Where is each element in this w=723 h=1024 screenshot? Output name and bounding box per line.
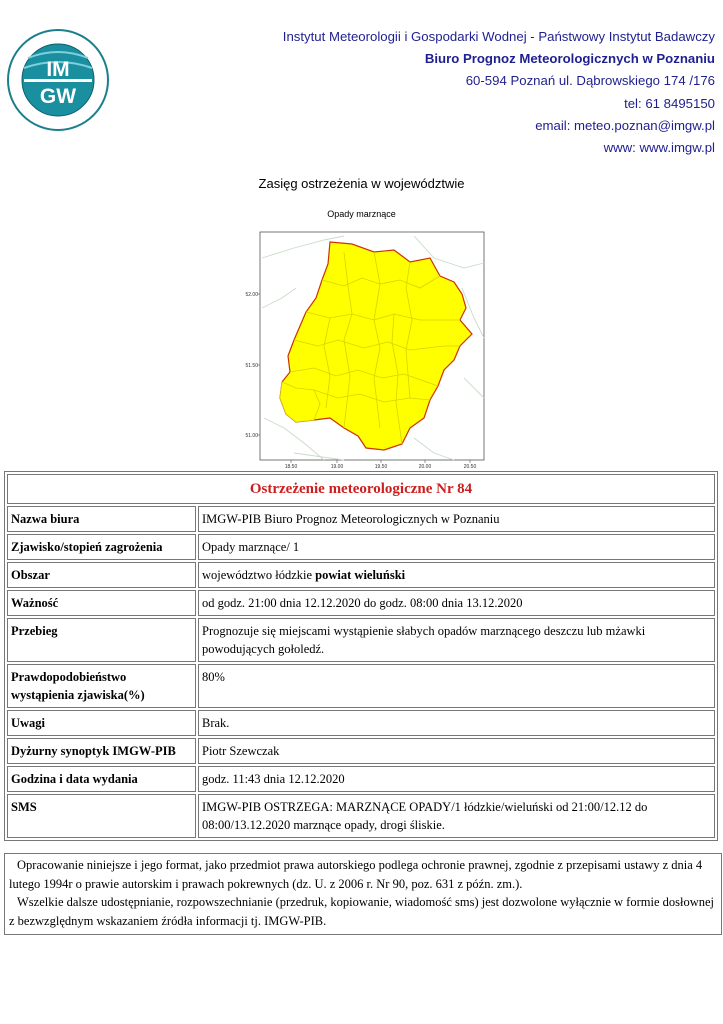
row-value: od godz. 21:00 dnia 12.12.2020 do godz. 08:00 dnia 13.12.2020 [198,590,715,616]
copyright-paragraph-2: Wszelkie dalsze udostępnianie, rozpowszechnianie (przedruk, kopiowanie, wiadomość sms) jest dozwolone wyłącznie w formie dosłownej z bezwzględnym wskazaniem źródła informacji tj. IMGW-PIB. [9,895,715,928]
x-tick-20-5: 20.50 [463,464,477,470]
y-tick-52: 52.00 [245,292,258,298]
x-tick-18-5: 18.50 [284,464,298,470]
row-label: Zjawisko/stopień zagrożenia [7,534,196,560]
table-row [7,506,715,532]
office-email[interactable]: email: meteo.poznan@imgw.pl [535,117,715,133]
map-caption: Zasięg ostrzeżenia w województwie [258,176,465,191]
x-tick-19: 19.00 [330,464,344,470]
row-value: Brak. [198,710,715,736]
row-value [198,562,715,588]
office-address: 60-594 Poznań ul. Dąbrowskiego 174 /176 [465,73,715,89]
y-tick-51-5: 51.50 [245,363,258,369]
row-label: Nazwa biura [7,506,196,532]
row-value: 80% [198,664,715,708]
x-tick-19-5: 19.50 [374,464,388,470]
area-region: województwo łódzkie [202,568,313,582]
table-row [7,562,715,588]
table-row [7,590,715,616]
org-name: Instytut Meteorologii i Gospodarki Wodnej - Państwowy Instytut Badawczy [282,29,715,44]
office-website[interactable]: www: www.imgw.pl [603,140,715,156]
office-phone: tel: 61 8495150 [624,95,715,111]
logo-text-top: IM [46,58,70,81]
imgw-logo [6,28,110,132]
row-label: Ważność [7,590,196,616]
table-row [7,710,715,736]
organization-info [245,26,715,159]
row-label: Obszar [7,562,196,588]
map-title: Opady marznące [327,209,396,219]
row-label: Dyżurny synoptyk IMGW-PIB [7,738,196,764]
row-label: Godzina i data wydania [7,766,196,792]
table-row [7,534,715,560]
y-tick-51: 51.00 [245,433,258,439]
table-row [7,766,715,792]
row-value: Piotr Szewczak [198,738,715,764]
office-name: Biuro Prognoz Meteorologicznych w Poznaniu [424,51,715,67]
row-label: Prawdopodobieństwo wystąpienia zjawiska(%) [7,664,196,708]
row-label: Przebieg [7,618,196,662]
table-row [7,794,715,838]
copyright-notice [4,853,722,935]
table-row [7,738,715,764]
x-tick-20: 20.00 [418,464,432,470]
warning-map [234,228,490,471]
table-row [7,618,715,662]
area-county: powiat wieluński [315,568,406,582]
warning-table [4,471,718,841]
row-value: IMGW-PIB OSTRZEGA: MARZNĄCE OPADY/1 łódzkie/wieluński od 21:00/12.12 do 08:00/13.12.2020 marznące opady, drogi śliskie. [198,794,715,838]
row-value: godz. 11:43 dnia 12.12.2020 [198,766,715,792]
row-label: SMS [7,794,196,838]
row-label: Uwagi [7,710,196,736]
warning-title: Ostrzeżenie meteorologiczne Nr 84 [7,474,715,504]
row-value: Prognozuje się miejscami wystąpienie słabych opadów marznącego deszczu lub mżawki powodujących gołoledź. [198,618,715,662]
row-value: Opady marznące/ 1 [198,534,715,560]
copyright-paragraph-1: Opracowanie niniejsze i jego format, jako przedmiot prawa autorskiego podlega ochronie prawnej, zgodnie z przepisami ustawy z dnia 4 lutego 1994r o prawie autorskim i prawach pokrewnych (dz. U. z 2006 r. Nr 90, poz. 631 z późn. zm.). [9,858,703,891]
table-row [7,664,715,708]
row-value: IMGW-PIB Biuro Prognoz Meteorologicznych w Poznaniu [198,506,715,532]
logo-text-bottom: GW [39,85,77,108]
